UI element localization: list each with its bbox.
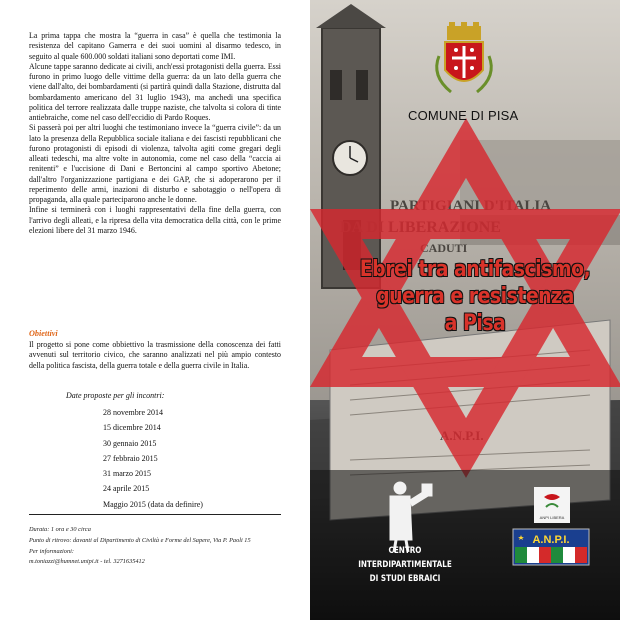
plaque-line: PARTIGIANI D'ITALIA (390, 198, 552, 214)
date-item: 31 marzo 2015 (103, 469, 151, 479)
date-item: 28 novembre 2014 (103, 408, 163, 417)
practical-info (29, 525, 281, 568)
paragraph: Alcune tappe saranno dedicate ai civili, anch'essi protagonisti della guerra. Essi furono in primo luogo delle vittime della guerra: da un lato della guerra che viene dall'alto, dei bombardamenti (si partirà quindi dalla Stazione, distrutta dal bombardamento americano del 31 luglio 1943), ma anchedi una specifica politica del terrore realizzata dalle truppe naziste, che talvolta si colora di tinte antiebraiche, come nel caso dell'eccidio di Pardo Roques. (29, 61, 281, 122)
title-line: a Pisa (444, 311, 506, 336)
title-line: guerra e resistenza (376, 284, 574, 309)
objectives-text: Il progetto si pone come obbiettivo la trasmissione della conoscenza dei fatti avvenuti sul territorio civico, che saranno analizzati nel più ampio contesto della politica fascista, della guerra totale e della guerra civile in Italia. (29, 340, 281, 370)
meeting-point: Punto di ritrovo: davanti al Dipartimento di Civiltà e Forme del Sapere, Via P. Paoli 15 (29, 536, 251, 544)
cover-title (350, 256, 599, 337)
paragraph: La prima tappa che mostra la “guerra in casa” è quella che testimonia la resistenza del capitano Gamerra e dei suoi uomini al disarmo tedesco, in seguito al quale 600.000 soldati italiani sono deportati come IMI. (29, 31, 281, 61)
badge-caption: ANPI LIBERA (539, 515, 565, 520)
centro-studi-ebraici-label (341, 544, 469, 586)
comune-label: COMUNE DI PISA (408, 108, 519, 123)
anpi-libera-badge-icon (534, 487, 570, 523)
paragraph: Si passerà poi per altri luoghi che testimoniano invece la “guerra civile”: da un lato la presenza della Repubblica sociale italiana e dei fascisti repubblicani che furono protagonisti di episodi di violenza, talvolta agiti come gregari degli alleati tedeschi, ma altre volte in autonomia, come nel caso della “caccia ai renitenti” e l'uccisione di Dani e Bertoncini al campo sportivo Abetone; dall'altro l'organizzazione partigiana e dei GAP, che si adoperarono per il reperimento delle armi, inazioni di disturbo e sabotaggio o nell'opera di propaganda, alla quale parteciparono anche le donne. (29, 123, 281, 204)
plaque-line: CADUTI (420, 241, 468, 255)
divider (29, 514, 281, 515)
objectives-heading: Obiettivi (29, 329, 58, 338)
title-line: Ebrei tra antifascismo, (359, 257, 591, 282)
anpi-label: A.N.P.I. (532, 534, 570, 546)
centro-line: DI STUDI EBRAICI (369, 574, 441, 584)
dates-list (103, 405, 203, 512)
date-item: Maggio 2015 (data da definire) (103, 499, 203, 509)
date-item: 15 dicembre 2014 (103, 423, 161, 433)
contact-label: Per informazioni: (29, 547, 74, 555)
anpi-flag-badge-icon (513, 529, 589, 565)
paragraph: Infine si terminerà con i luoghi rappresentativi della fine della guerra, con l'arrivo degli alleati, e la ripresa della vita democratica della città, con le prime elezioni libere del 31 marzo 1946. (29, 205, 281, 235)
duration: Durata: 1 ora e 30 circa (29, 526, 91, 533)
plaque-line: A.N.P.I. (440, 428, 484, 443)
itinerary-description (29, 31, 281, 236)
dates-heading: Date proposte per gli incontri: (66, 391, 165, 400)
cover-panel (310, 0, 620, 620)
plaque-line: DA DI LIBERAZIONE (340, 219, 501, 236)
contact-details: m.toniazzi@humnet.unipi.it - tel. 3271635412 (29, 558, 145, 566)
date-item: 24 aprile 2015 (103, 484, 150, 494)
date-item: 30 gennaio 2015 (103, 438, 157, 448)
centro-line: CENTRO INTERDIPARTIMENTALE (358, 546, 452, 570)
date-item: 27 febbraio 2015 (103, 453, 158, 463)
